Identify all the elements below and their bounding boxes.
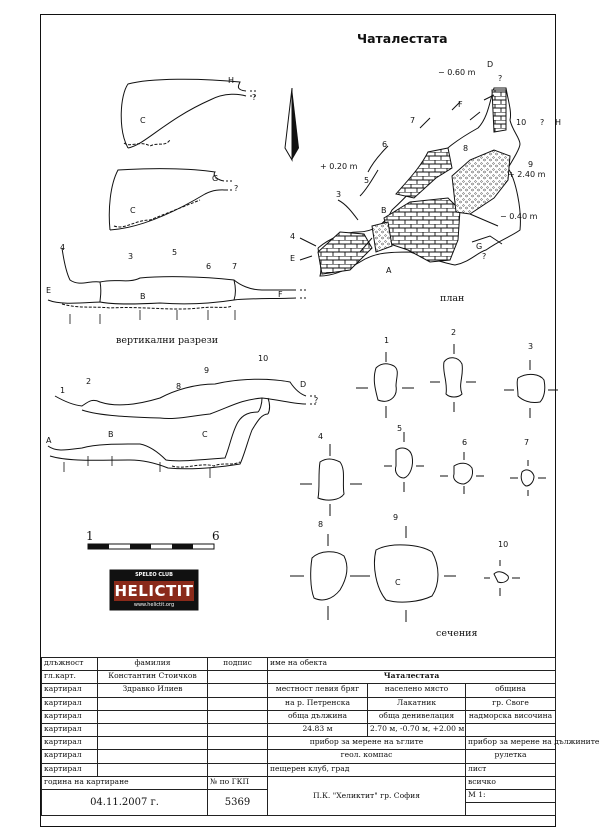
- cross-label-4: 4: [318, 432, 324, 441]
- row-name: [98, 697, 208, 710]
- plan-marker-minus-040: − 0.40 m: [500, 212, 538, 221]
- row-role: картирал: [42, 697, 98, 710]
- gkp-value: 5369: [208, 789, 268, 815]
- scale-end: 6: [212, 529, 220, 543]
- lengths-label: прибор за мерене на дължините: [466, 737, 556, 750]
- scale-label: М 1:: [466, 789, 556, 802]
- long1-letter-e: E: [46, 286, 52, 295]
- profile1-letter-c: C: [140, 116, 146, 125]
- cross-label-10: 10: [498, 540, 509, 549]
- locality-label: местност левия бряг: [268, 684, 368, 697]
- hdr-role: длъжност: [42, 658, 98, 671]
- logo-top-text: SPELEO CLUB: [135, 572, 173, 578]
- row-role: картирал: [42, 684, 98, 697]
- logo-main-text: HELICTIT: [114, 582, 194, 600]
- plan-number-3: 3: [336, 190, 342, 199]
- scale-bar: [88, 544, 214, 549]
- long1-number-6: 6: [206, 262, 212, 271]
- village-value: Лакатник: [368, 697, 466, 710]
- plan-number-10: 10: [516, 118, 527, 127]
- long2-q: ?: [314, 396, 319, 405]
- long1-letter-f: F: [278, 290, 283, 299]
- plan-q3: ?: [482, 252, 487, 261]
- profile1-letter-h: H: [228, 76, 235, 85]
- long2-letter-b: B: [108, 430, 114, 439]
- row-sign: [208, 671, 268, 684]
- locality-value: на р. Петренска: [268, 697, 368, 710]
- map-title: Чаталестата: [357, 31, 448, 46]
- cross-sections: [290, 344, 558, 622]
- row-sign: [208, 763, 268, 776]
- row-sign: [208, 697, 268, 710]
- profile1-q: ?: [252, 93, 257, 102]
- lengths-value: рулетка: [466, 750, 556, 763]
- row-role: картирал: [42, 750, 98, 763]
- plan-number-4: 4: [290, 232, 296, 241]
- plan-letter-b: B: [381, 206, 387, 215]
- long1-number-4: 4: [60, 243, 66, 252]
- row-role: картирал: [42, 737, 98, 750]
- row-sign: [208, 737, 268, 750]
- profile2-letter-c: C: [130, 206, 136, 215]
- long2-letter-a: A: [46, 436, 52, 445]
- profile-c-h: [121, 79, 256, 148]
- plan-letter-a: A: [386, 266, 392, 275]
- long2-number-9: 9: [204, 366, 210, 375]
- vertical-sections-caption: вертикални разрези: [116, 335, 219, 346]
- club-label: пещерен клуб, град: [268, 763, 466, 776]
- helictit-logo: [110, 570, 198, 610]
- long1-number-5: 5: [172, 248, 178, 257]
- obj-name-label: име на обекта: [268, 658, 556, 671]
- row-sign: [208, 710, 268, 723]
- plan-letter-f: F: [458, 100, 463, 109]
- row-role: картирал: [42, 763, 98, 776]
- plan-marker-plus-020: + 0.20 m: [320, 162, 358, 171]
- denivelation-label: обща денивелация: [368, 710, 466, 723]
- cross-label-c: C: [395, 578, 401, 587]
- municipality-label: община: [466, 684, 556, 697]
- plan-q2: ?: [540, 118, 545, 127]
- row-name: [98, 750, 208, 763]
- plan-letter-e: E: [290, 254, 296, 263]
- north-arrow: [285, 88, 299, 160]
- long2-letter-d: D: [300, 380, 307, 389]
- cross-label-5: 5: [397, 424, 403, 433]
- plan-number-8: 8: [463, 144, 469, 153]
- row-name: Здравко Илиев: [98, 684, 208, 697]
- cross-sections-caption: сечения: [436, 628, 478, 639]
- logo-url-text: www.helictit.org: [133, 602, 175, 608]
- row-role: картирал: [42, 710, 98, 723]
- row-name: [98, 710, 208, 723]
- profile2-q: ?: [234, 184, 239, 193]
- long2-number-10: 10: [258, 354, 269, 363]
- title-block-table: [41, 657, 599, 816]
- gkp-label: № по ГКП: [208, 776, 268, 789]
- long2-number-2: 2: [86, 377, 92, 386]
- plan-letter-g: G: [476, 242, 483, 251]
- cross-label-2: 2: [451, 328, 457, 337]
- row-name: [98, 737, 208, 750]
- long1-letter-b: B: [140, 292, 146, 301]
- cross-label-1: 1: [384, 336, 390, 345]
- long1-number-7: 7: [232, 262, 238, 271]
- cross-label-3: 3: [528, 342, 534, 351]
- row-sign: [208, 750, 268, 763]
- date-label: година на картиране: [42, 776, 208, 789]
- plan-marker-minus-060: − 0.60 m: [438, 68, 476, 77]
- altitude-label: надморска височина: [466, 710, 556, 723]
- village-label: населено място: [368, 684, 466, 697]
- length-value: 24.83 м: [268, 723, 368, 736]
- row-name: [98, 723, 208, 736]
- long2-number-1: 1: [60, 386, 66, 395]
- long2-number-8: 8: [176, 382, 182, 391]
- plan-letter-d: D: [487, 60, 494, 69]
- plan-marker-plus-240: + 2.40 m: [508, 170, 546, 179]
- hdr-surname: фамилия: [98, 658, 208, 671]
- date-value: 04.11.2007 г.: [42, 789, 208, 815]
- cross-label-9: 9: [393, 513, 399, 522]
- row-role: картирал: [42, 723, 98, 736]
- hdr-sign: подпис: [208, 658, 268, 671]
- plan-caption: план: [440, 293, 465, 304]
- row-role: гл.карт.: [42, 671, 98, 684]
- total-label: всичко: [466, 776, 556, 789]
- longitudinal-section-e-f: [48, 248, 306, 324]
- scale-start: 1: [86, 529, 94, 543]
- row-sign: [208, 684, 268, 697]
- cross-label-8: 8: [318, 520, 324, 529]
- cross-label-7: 7: [524, 438, 530, 447]
- plan-number-6: 6: [382, 140, 388, 149]
- plan-q1: ?: [498, 74, 503, 83]
- plan-number-9: 9: [528, 160, 534, 169]
- municipality-value: гр. Своге: [466, 697, 556, 710]
- scale-value: [466, 803, 556, 816]
- length-label: обща дължина: [268, 710, 368, 723]
- row-name: [98, 763, 208, 776]
- long2-letter-c: C: [202, 430, 208, 439]
- longitudinal-section-a-d: [48, 379, 319, 478]
- row-sign: [208, 723, 268, 736]
- plan-number-5: 5: [364, 176, 370, 185]
- angles-label: прибор за мерене на ъглите: [268, 737, 466, 750]
- sheet-label: лист: [466, 763, 556, 776]
- cross-label-6: 6: [462, 438, 468, 447]
- profile2-letter-g: G: [212, 174, 219, 183]
- angles-value: геол. компас: [268, 750, 466, 763]
- club-value: П.К. "Хеликтит" гр. София: [268, 776, 466, 816]
- denivelation-value: 2.70 м, -0.70 м, +2.00 м: [368, 723, 466, 736]
- plan-number-7: 7: [410, 116, 416, 125]
- long1-number-3: 3: [128, 252, 134, 261]
- altitude-value: [466, 723, 556, 736]
- row-name: Константин Стоичков: [98, 671, 208, 684]
- plan-letter-h: H: [555, 118, 562, 127]
- obj-name-value: Чаталестата: [268, 671, 556, 684]
